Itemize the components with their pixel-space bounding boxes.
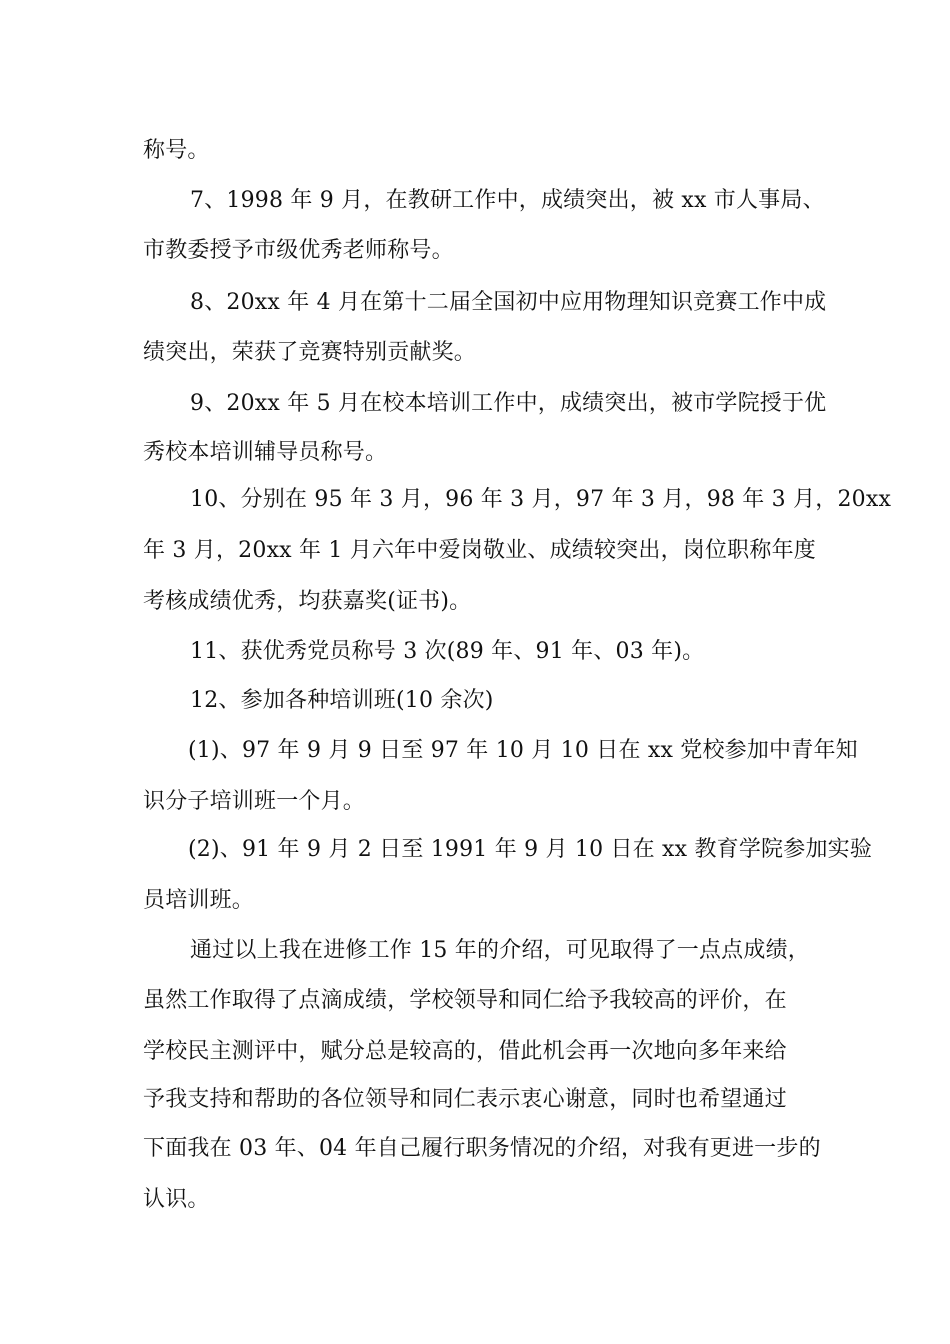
text-line: 8、20xx 年 4 月在第十二届全国初中应用物理知识竞赛工作中成 [190, 290, 827, 315]
text-line: 考核成绩优秀，均获嘉奖(证书)。 [143, 589, 472, 614]
text-line: 虽然工作取得了点滴成绩，学校领导和同仁给予我较高的评价，在 [143, 988, 787, 1013]
text-line: 秀校本培训辅导员称号。 [143, 440, 388, 465]
text-line: (1)、97 年 9 月 9 日至 97 年 10 月 10 日在 xx 党校参加中青年知 [188, 738, 858, 763]
text-line: 予我支持和帮助的各位领导和同仁表示衷心谢意，同时也希望通过 [143, 1087, 787, 1112]
text-line: 下面我在 03 年、04 年自己履行职务情况的介绍，对我有更进一步的 [143, 1136, 821, 1161]
text-line: 11、获优秀党员称号 3 次(89 年、91 年、03 年)。 [190, 639, 705, 664]
text-line: 通过以上我在进修工作 15 年的介绍，可见取得了一点点成绩， [190, 938, 810, 963]
text-line: 12、参加各种培训班(10 余次) [190, 688, 494, 713]
text-line: 绩突出，荣获了竞赛特别贡献奖。 [143, 340, 477, 365]
text-line: 年 3 月，20xx 年 1 月六年中爱岗敬业、成绩较突出，岗位职称年度 [143, 538, 816, 563]
text-line: (2)、91 年 9 月 2 日至 1991 年 9 月 10 日在 xx 教育学院参加实验 [188, 837, 873, 862]
text-line: 市教委授予市级优秀老师称号。 [143, 238, 454, 263]
text-line: 称号。 [143, 138, 210, 163]
text-line: 识分子培训班一个月。 [143, 789, 366, 814]
text-line: 9、20xx 年 5 月在校本培训工作中，成绩突出，被市学院授于优 [190, 391, 827, 416]
text-line: 10、分别在 95 年 3 月，96 年 3 月，97 年 3 月，98 年 3 月，20xx [190, 487, 892, 512]
text-line: 认识。 [143, 1187, 210, 1212]
text-line: 员培训班。 [143, 888, 255, 913]
text-line: 7、1998 年 9 月，在教研工作中，成绩突出，被 xx 市人事局、 [190, 188, 825, 213]
text-line: 学校民主测评中，赋分总是较高的，借此机会再一次地向多年来给 [143, 1039, 787, 1064]
